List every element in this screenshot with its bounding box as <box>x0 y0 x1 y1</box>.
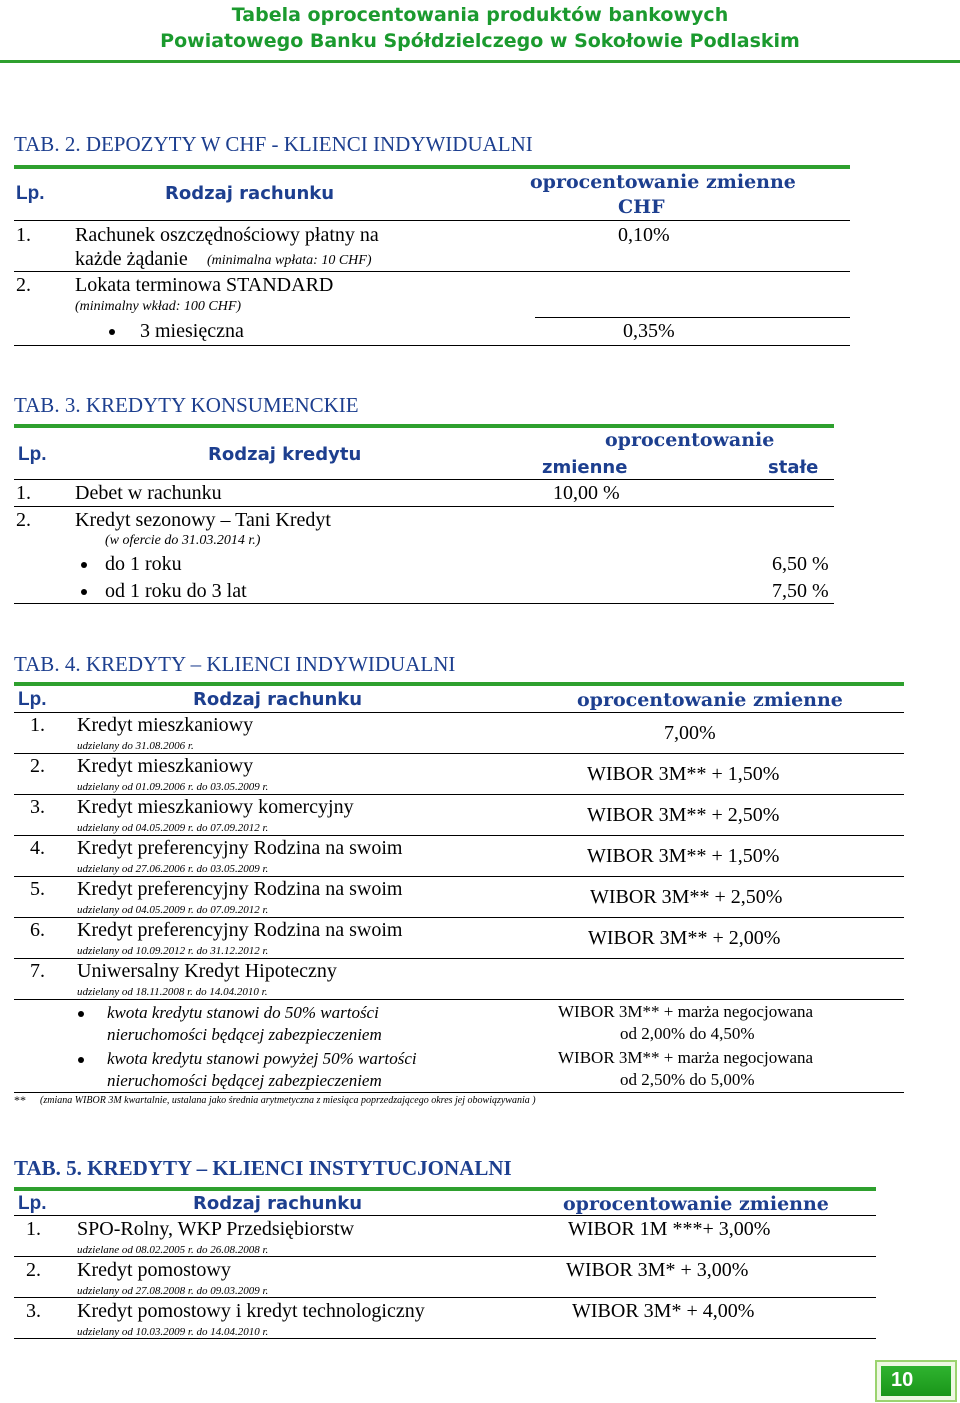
tab2-row2-bullet: 3 miesięczna <box>140 320 244 342</box>
tab4-bullet2-rate-2: od 2,50% do 5,00% <box>620 1070 755 1089</box>
tab4-bullet1-label-1: kwota kredytu stanowi do 50% wartości <box>107 1003 379 1022</box>
tab4-row-rule <box>14 958 904 959</box>
tab4-row-rule <box>14 835 904 836</box>
tab4-row3-name: Kredyt mieszkaniowy komercyjny <box>77 796 354 818</box>
tab4-col-lp: Lp. <box>18 689 47 710</box>
tab4-row1-name: Kredyt mieszkaniowy <box>77 714 254 736</box>
tab2-row2-note: (minimalny wkład: 100 CHF) <box>75 299 242 314</box>
tab4-row4-rate: WIBOR 3M** + 1,50% <box>587 845 780 867</box>
tab2-bottom-rule <box>14 345 850 346</box>
page-number: 10 <box>891 1369 914 1391</box>
tab4-title: TAB. 4. KREDYTY – KLIENCI INDYWIDUALNI <box>14 652 456 676</box>
tab2-rate-rule <box>535 317 850 318</box>
tab2-row2-rate: 0,35% <box>623 320 675 342</box>
tab4-bullet2-label-1: kwota kredytu stanowi powyżej 50% wartości <box>107 1049 417 1068</box>
tab2-col-rate-2: CHF <box>618 196 665 218</box>
tab2-col-rate-1: oprocentowanie zmienne <box>530 171 796 193</box>
tab4-row6-name: Kredyt preferencyjny Rodzina na swoim <box>77 919 403 941</box>
bullet-icon <box>81 589 87 595</box>
header-line-2: Powiatowego Banku Spółdzielczego w Sokołowie Podlaskim <box>160 30 800 52</box>
tab2-header-rule <box>14 220 850 221</box>
tab5-row1-note: udzielane od 08.02.2005 r. do 26.08.2008 r. <box>77 1244 269 1256</box>
tab4-row1-num: 1. <box>30 714 45 736</box>
tab4-row7-name: Uniwersalny Kredyt Hipoteczny <box>77 960 337 982</box>
tab4-footnote-mark: ** <box>14 1093 26 1107</box>
tab5-bottom-rule <box>14 1338 876 1339</box>
tab4-row-rule <box>14 753 904 754</box>
tab5-col-rate: oprocentowanie zmienne <box>563 1193 829 1215</box>
tab5-row3-rate: WIBOR 3M* + 4,00% <box>572 1300 755 1322</box>
tab3-top-rule <box>14 424 834 428</box>
tab2-row1-rate: 0,10% <box>618 224 670 246</box>
tab4-row4-num: 4. <box>30 837 45 859</box>
tab2-row2-num: 2. <box>16 274 31 296</box>
tab4-bullet1-rate-1: WIBOR 3M** + marża negocjowana <box>558 1002 814 1021</box>
tab4-bullet1-label-2: nieruchomości będącej zabezpieczeniem <box>107 1025 382 1044</box>
tab4-col-rate: oprocentowanie zmienne <box>577 689 843 711</box>
tab2-row1-num: 1. <box>16 224 31 246</box>
tab4-row5-rate: WIBOR 3M** + 2,50% <box>590 886 783 908</box>
tab2-top-rule <box>14 165 850 169</box>
tab2-row1-name-1: Rachunek oszczędnościowy płatny na <box>75 224 379 246</box>
tab5-row-rule <box>14 1297 876 1298</box>
tab4-row6-num: 6. <box>30 919 45 941</box>
tab4-col-name: Rodzaj rachunku <box>193 689 363 710</box>
tab5-header-rule <box>14 1215 876 1216</box>
tab5-row1-name: SPO-Rolny, WKP Przedsiębiorstw <box>77 1218 355 1240</box>
tab3-row2-note: (w ofercie do 31.03.2014 r.) <box>105 533 261 548</box>
tab4-row2-rate: WIBOR 3M** + 1,50% <box>587 763 780 785</box>
tab3-header-rule <box>14 479 834 480</box>
tab3-row2-num: 2. <box>16 509 31 531</box>
tab4-row1-rate: 7,00% <box>664 722 716 744</box>
bullet-icon <box>78 1057 84 1063</box>
tab5-row-rule <box>14 1256 876 1257</box>
tab4-row4-note: udzielany od 27.06.2006 r. do 03.05.2009 r. <box>77 863 269 875</box>
tab5-row2-num: 2. <box>26 1259 41 1281</box>
tab3-col-lp: Lp. <box>18 444 47 465</box>
tab4-row3-rate: WIBOR 3M** + 2,50% <box>587 804 780 826</box>
tab5-title: TAB. 5. KREDYTY – KLIENCI INSTYTUCJONALNI <box>14 1156 512 1180</box>
tab3-row1-rule <box>14 506 834 507</box>
tab4-row5-name: Kredyt preferencyjny Rodzina na swoim <box>77 878 403 900</box>
tab4-footnote: (zmiana WIBOR 3M kwartalnie, ustalana jako średnia arytmetyczna z miesiąca poprzedzającego okres jej obowiązywania ) <box>40 1095 536 1106</box>
tab5-row3-num: 3. <box>26 1300 41 1322</box>
tab2-col-name: Rodzaj rachunku <box>165 183 335 204</box>
tab3-bullet2-fixed: 7,50 % <box>772 580 829 602</box>
tab5-col-name: Rodzaj rachunku <box>193 1193 363 1214</box>
tab5-row3-note: udzielany od 10.03.2009 r. do 14.04.2010 r. <box>77 1326 269 1338</box>
tab5-row1-rate: WIBOR 1M ***+ 3,00% <box>568 1218 771 1240</box>
tab4-row4-name: Kredyt preferencyjny Rodzina na swoim <box>77 837 403 859</box>
tab3-row1-var: 10,00 % <box>553 482 620 504</box>
bullet-icon <box>81 562 87 568</box>
tab3-col-var: zmienne <box>542 457 628 478</box>
tab5-row1-num: 1. <box>26 1218 41 1240</box>
tab5-row2-note: udzielany od 27.08.2008 r. do 09.03.2009 r. <box>77 1285 269 1297</box>
tab2-row1-name-2: każde żądanie <box>75 248 188 270</box>
page-number-badge <box>875 1360 957 1402</box>
tab4-row6-rate: WIBOR 3M** + 2,00% <box>588 927 781 949</box>
tab4-bullet1-rate-2: od 2,00% do 4,50% <box>620 1024 755 1043</box>
tab3-bullet2-label: od 1 roku do 3 lat <box>105 580 247 602</box>
tab4-row2-name: Kredyt mieszkaniowy <box>77 755 254 777</box>
tab4-top-rule <box>14 682 904 686</box>
tab3-row2-name: Kredyt sezonowy – Tani Kredyt <box>75 509 331 531</box>
tab2-col-lp: Lp. <box>16 183 45 204</box>
tab4-row5-note: udzielany od 04.05.2009 r. do 07.09.2012 r. <box>77 904 269 916</box>
tab4-row-rule <box>14 876 904 877</box>
tab4-row7-num: 7. <box>30 960 45 982</box>
tab4-header-rule <box>14 712 904 713</box>
header-line-1: Tabela oprocentowania produktów bankowych <box>231 4 729 26</box>
tab5-top-rule <box>14 1187 876 1191</box>
tab5-col-lp: Lp. <box>18 1193 47 1214</box>
tab3-bullet1-label: do 1 roku <box>105 553 182 575</box>
tab4-row2-num: 2. <box>30 755 45 777</box>
tab5-row3-name: Kredyt pomostowy i kredyt technologiczny <box>77 1300 425 1322</box>
tab4-row2-note: udzielany od 01.09.2006 r. do 03.05.2009 r. <box>77 781 269 793</box>
tab4-bullet2-rate-1: WIBOR 3M** + marża negocjowana <box>558 1048 814 1067</box>
tab4-row-rule <box>14 794 904 795</box>
tab4-row1-note: udzielany do 31.08.2006 r. <box>77 740 194 752</box>
tab4-bottom-rule <box>14 1092 904 1093</box>
tab3-bullet1-fixed: 6,50 % <box>772 553 829 575</box>
tab4-row3-note: udzielany od 04.05.2009 r. do 07.09.2012 r. <box>77 822 269 834</box>
tab2-row2-name: Lokata terminowa STANDARD <box>75 274 334 296</box>
header-divider <box>0 60 960 63</box>
tab3-col-rate: oprocentowanie <box>605 429 775 451</box>
tab3-row1-name: Debet w rachunku <box>75 482 222 504</box>
tab4-row3-num: 3. <box>30 796 45 818</box>
tab3-row1-num: 1. <box>16 482 31 504</box>
tab3-bottom-rule <box>14 603 834 604</box>
tab4-row7-note: udzielany od 18.11.2008 r. do 14.04.2010 r. <box>77 986 268 998</box>
tab2-row1-note: (minimalna wpłata: 10 CHF) <box>207 253 372 268</box>
tab3-title: TAB. 3. KREDYTY KONSUMENCKIE <box>14 393 359 417</box>
tab4-row-rule <box>14 917 904 918</box>
tab4-bullet2-label-2: nieruchomości będącej zabezpieczeniem <box>107 1071 382 1090</box>
tab5-row2-name: Kredyt pomostowy <box>77 1259 231 1281</box>
tab5-row2-rate: WIBOR 3M* + 3,00% <box>566 1259 749 1281</box>
tab3-col-name: Rodzaj kredytu <box>208 444 362 465</box>
tab3-col-fixed: stałe <box>768 457 819 478</box>
bullet-icon <box>109 329 115 335</box>
tab2-title: TAB. 2. DEPOZYTY W CHF - KLIENCI INDYWIDUALNI <box>14 132 533 156</box>
tab4-row5-num: 5. <box>30 878 45 900</box>
bullet-icon <box>78 1011 84 1017</box>
tab4-row6-note: udzielany od 10.09.2012 r. do 31.12.2012 r. <box>77 945 269 957</box>
tab2-row1-rule <box>14 271 850 272</box>
tab4-row-rule <box>14 999 904 1000</box>
